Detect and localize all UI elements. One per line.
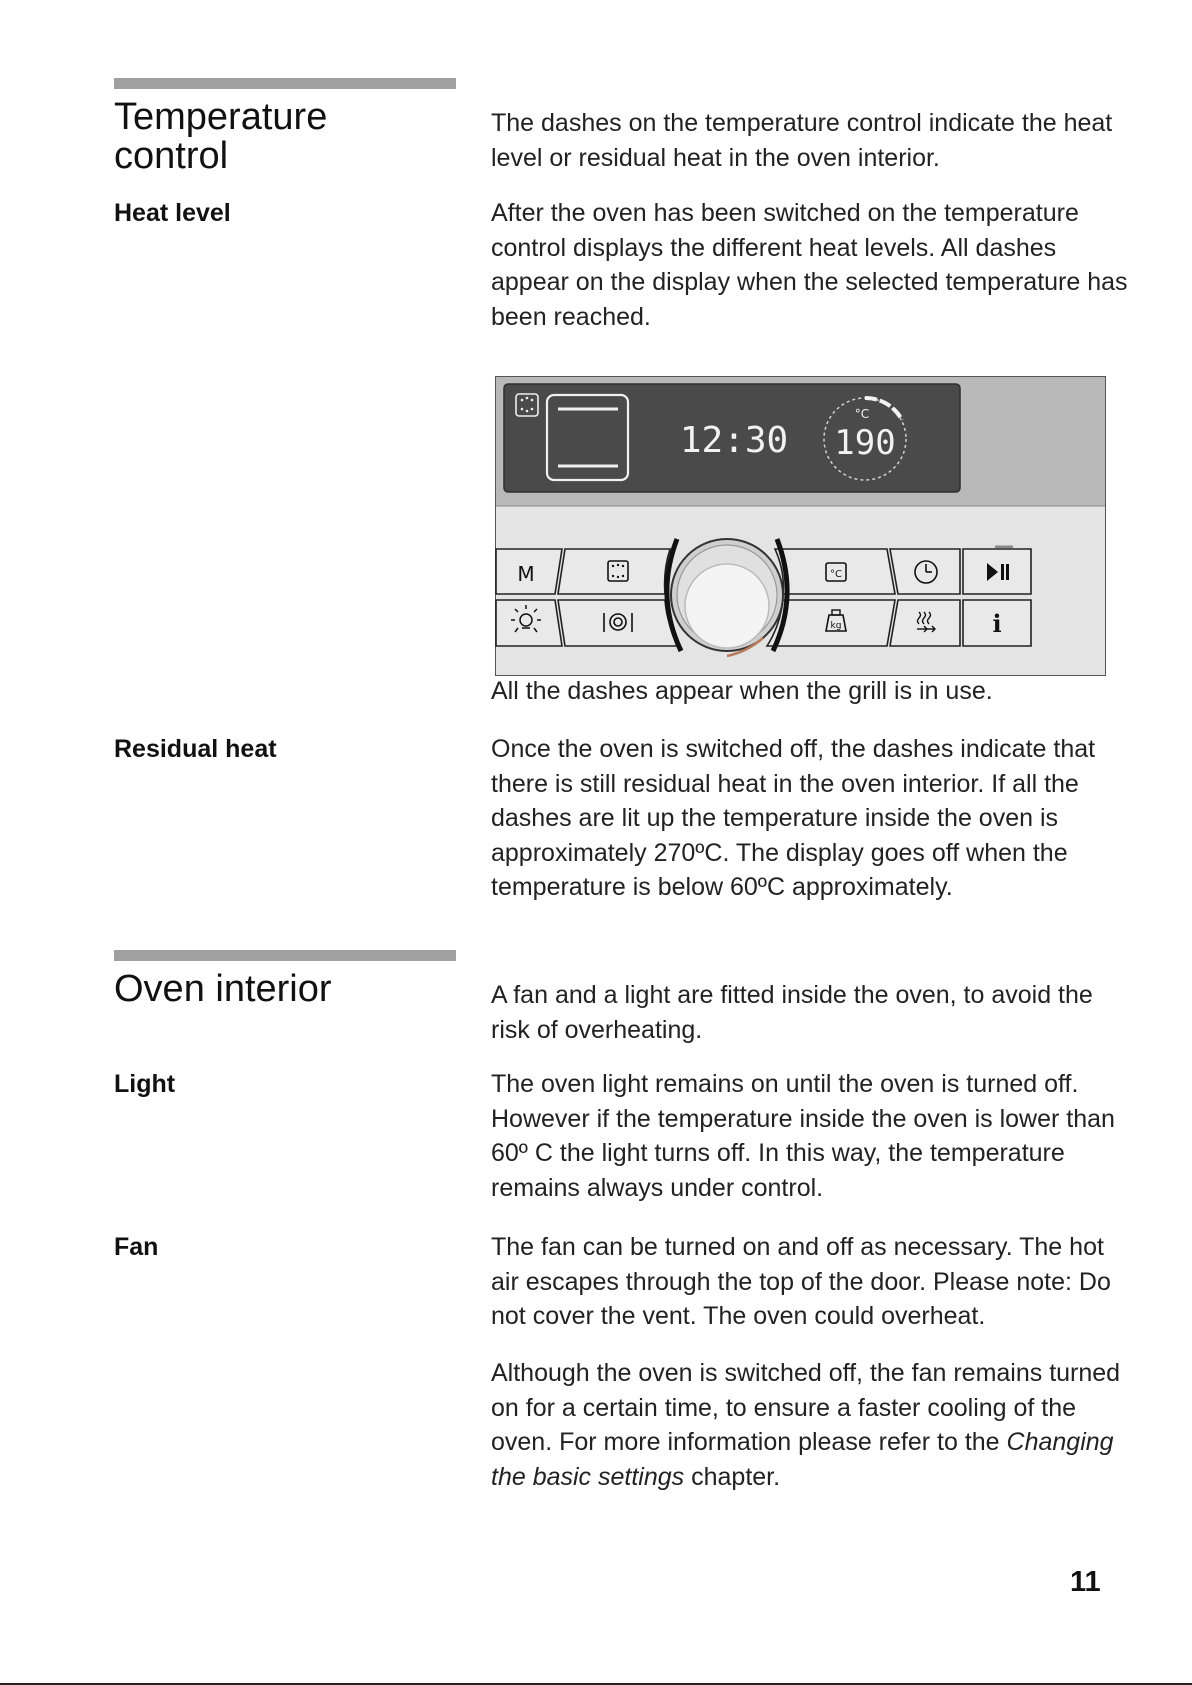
- clock-readout: 12:30: [679, 420, 789, 461]
- temp-readout: 190: [834, 423, 896, 463]
- subheading-residual-heat: Residual heat: [114, 735, 277, 763]
- fan-paragraph-2-suffix: chapter.: [684, 1462, 781, 1491]
- grill-button[interactable]: [558, 549, 670, 594]
- oven-control-panel-figure: [495, 376, 1106, 676]
- menu-label: M: [517, 562, 535, 586]
- fan-paragraph-1: The fan can be turned on and off as necessary. The hot air escapes through the top of the door. Please note: Do not cover the vent. The oven could overheat.: [491, 1233, 1111, 1330]
- fan-button[interactable]: [890, 600, 960, 646]
- heat-level-paragraph: After the oven has been switched on the temperature control displays the different heat levels. All dashes appear on the display when the selected temperature has been reached.: [491, 199, 1128, 331]
- temp-unit: °C: [854, 407, 870, 421]
- meals-button[interactable]: [558, 600, 680, 646]
- subheading-heat-level: Heat level: [114, 199, 231, 227]
- subheading-light: Light: [114, 1070, 176, 1098]
- section-rule: [114, 950, 456, 961]
- intro-paragraph: The dashes on the temperature control indicate the heat level or residual heat in the oven interior.: [491, 109, 1113, 172]
- light-button[interactable]: [496, 600, 562, 646]
- fan-paragraph-2-text: Although the oven is switched off, the fan remains turned on for a certain time, to ensure a faster cooling of the oven. For more information please refer to the: [491, 1359, 1121, 1456]
- page-number: 11: [1070, 1566, 1101, 1598]
- section-title: Temperature control: [114, 96, 328, 177]
- subheading-fan: Fan: [114, 1233, 159, 1261]
- section-rule: [114, 78, 456, 89]
- intro-paragraph: A fan and a light are fitted inside the oven, to avoid the risk of overheating.: [491, 981, 1093, 1044]
- info-label: i: [992, 609, 1002, 638]
- svg-text:°C: °C: [830, 569, 842, 580]
- fan-paragraph-2: [491, 1356, 1131, 1494]
- svg-text:kg: kg: [830, 621, 842, 631]
- timer-button[interactable]: [890, 549, 960, 594]
- chapter-reference: Changing the basic settings: [491, 1428, 1114, 1491]
- figure-caption: All the dashes appear when the grill is in use.: [491, 677, 993, 705]
- light-paragraph: The oven light remains on until the oven is turned off. However if the temperature inside the oven is lower than 60º C the light turns off. In this way, the temperature remains always under control.: [491, 1070, 1115, 1202]
- residual-heat-paragraph: Once the oven is switched off, the dashes indicate that there is still residual heat in the oven interior. If all the dashes are lit up the temperature inside the oven is approximately 270ºC. The display goes off when the temperature is below 60ºC approximately.: [491, 735, 1096, 901]
- section-title: Oven interior: [114, 968, 332, 1010]
